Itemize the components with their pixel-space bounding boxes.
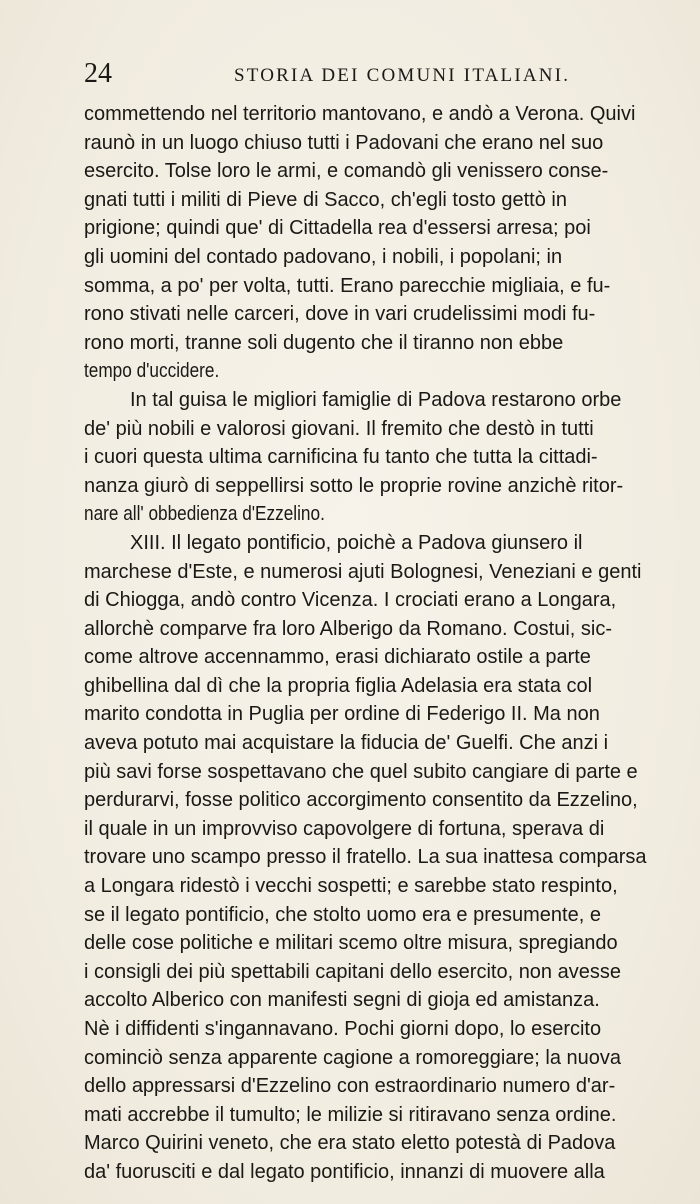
text-line: a Longara ridestò i vecchi sospetti; e sarebbe stato respinto, xyxy=(84,875,618,898)
text-line: ghibellina dal dì che la propria figlia Adelasia era stata col xyxy=(84,674,593,697)
text-line: perdurarvi, fosse politico accorgimento consentito da Ezzelino, xyxy=(84,789,638,812)
text-line: il quale in un improvviso capovolgere di fortuna, sperava di xyxy=(84,817,605,840)
text-line: marchese d'Este, e numerosi ajuti Bolognesi, Veneziani e genti xyxy=(84,560,642,583)
section-first-line: XIII. Il legato pontificio, poichè a Padova giunsero il xyxy=(130,531,583,554)
text-line: accolto Alberico con manifesti segni di gioja ed amistanza. xyxy=(84,989,600,1012)
text-line: rono stivati nelle carceri, dove in vari crudelissimi modi fu- xyxy=(84,303,596,326)
text-line: di Chiogga, andò contro Vicenza. I crociati erano a Longara, xyxy=(84,589,617,612)
text-line: da' fuorusciti e dal legato pontificio, innanzi di muovere alla xyxy=(84,1160,605,1183)
page-header xyxy=(84,56,664,96)
text-line: allorchè comparve fra loro Alberigo da Romano. Costui, sic- xyxy=(84,617,613,640)
text-line: nare all' obbedienza d'Ezzelino. xyxy=(84,503,325,526)
text-line: trovare uno scampo presso il fratello. La sua inattesa comparsa xyxy=(84,846,647,869)
text-line: de' più nobili e valorosi giovani. Il fremito che destò in tutti xyxy=(84,417,594,440)
text-line: aveva potuto mai acquistare la fiducia de' Guelfi. Che anzi i xyxy=(84,732,609,755)
text-line: commettendo nel territorio mantovano, e andò a Verona. Quivi xyxy=(84,103,636,125)
text-line: delle cose politiche e militari scemo oltre misura, spregiando xyxy=(84,932,618,955)
text-line: gli uomini del contado padovano, i nobili, i popolani; in xyxy=(84,245,563,268)
body-text xyxy=(84,100,664,1187)
text-line: raunò in un luogo chiuso tutti i Padovani che erano nel suo xyxy=(84,131,604,154)
text-line: rono morti, tranne soli dugento che il tiranno non ebbe xyxy=(84,331,564,354)
text-line: somma, a po' per volta, tutti. Erano parecchie migliaia, e fu- xyxy=(84,274,611,297)
text-line: i consigli dei più spettabili capitani dello esercito, non avesse xyxy=(84,960,621,983)
running-head: STORIA DEI COMUNI ITALIANI. xyxy=(234,65,571,86)
text-line: se il legato pontificio, che stolto uomo era e presumente, e xyxy=(84,903,601,926)
text-line: gnati tutti i militi di Pieve di Sacco, ch'egli tosto gettò in xyxy=(84,188,567,211)
text-line: dello appressarsi d'Ezzelino con estraordinario numero d'ar- xyxy=(84,1075,616,1098)
text-line: cominciò senza apparente cagione a romoreggiare; la nuova xyxy=(84,1046,622,1069)
text-line: i cuori questa ultima carnificina fu tanto che tutta la cittadi- xyxy=(84,446,598,469)
text-line: prigione; quindi que' di Cittadella rea d'essersi arresa; poi xyxy=(84,217,591,240)
text-line: Marco Quirini veneto, che era stato eletto potestà di Padova xyxy=(84,1132,616,1155)
text-line: Nè i diffidenti s'ingannavano. Pochi giorni dopo, lo esercito xyxy=(84,1018,602,1040)
paragraph-first-line: In tal guisa le migliori famiglie di Padova restarono orbe xyxy=(130,388,622,411)
page-number: 24 xyxy=(84,58,112,89)
text-line: più savi forse sospettavano che quel subito cangiare di parte e xyxy=(84,760,638,783)
text-line: come altrove accennammo, erasi dichiarato ostile a parte xyxy=(84,646,591,669)
text-line: esercito. Tolse loro le armi, e comandò gli venissero conse- xyxy=(84,160,609,183)
text-line: mati accrebbe il tumulto; le milizie si ritiravano senza ordine. xyxy=(84,1103,617,1126)
text-line: nanza giurò di seppellirsi sotto le proprie rovine anzichè ritor- xyxy=(84,474,624,497)
text-line: tempo d'uccidere. xyxy=(84,360,220,383)
text-line: marito condotta in Puglia per ordine di Federigo II. Ma non xyxy=(84,703,600,726)
